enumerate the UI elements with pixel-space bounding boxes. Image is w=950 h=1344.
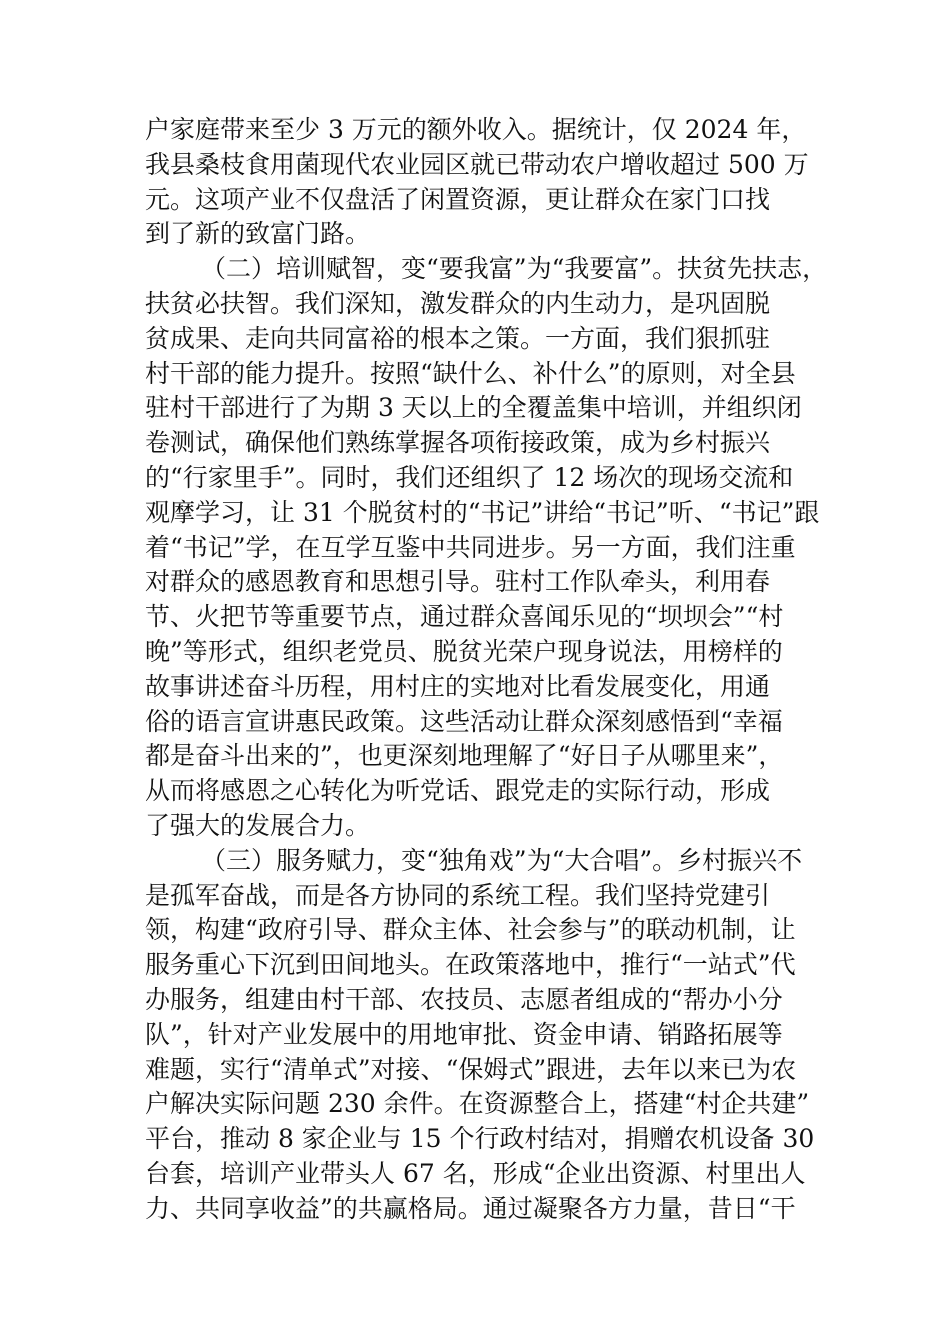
text-line: 办服务，组建由村干部、农技员、志愿者组成的“帮办小分 <box>145 984 783 1014</box>
text-line: 从而将感恩之心转化为听党话、跟党走的实际行动，形成 <box>145 776 771 806</box>
section-heading-line: （三）服务赋力，变“独角戏”为“大合唱”。乡村振兴不 <box>201 845 803 875</box>
text-line: 都是奋斗出来的”，也更深刻地理解了“好日子从哪里来”， <box>145 741 784 771</box>
text-line: 着“书记”学，在互学互鉴中共同进步。另一方面，我们注重 <box>145 532 796 562</box>
text-line: 驻村干部进行了为期 3 天以上的全覆盖集中培训，并组织闭 <box>145 393 802 423</box>
text-line: 对群众的感恩教育和思想引导。驻村工作队牵头，利用春 <box>145 567 771 597</box>
text-line: 故事讲述奋斗历程，用村庄的实地对比看发展变化，用通 <box>145 671 771 701</box>
text-line: 到了新的致富门路。 <box>145 219 371 249</box>
text-line: 台套，培训产业带头人 67 名，形成“企业出资源、村里出人 <box>145 1158 806 1188</box>
text-line: 队”，针对产业发展中的用地审批、资金申请、销路拓展等 <box>145 1019 783 1049</box>
document-body <box>145 113 828 1227</box>
text-line: 服务重心下沉到田间地头。在政策落地中，推行“一站式”代 <box>145 950 796 980</box>
text-line: 我县桑枝食用菌现代农业园区就已带动农户增收超过 500 万 <box>145 149 809 179</box>
text-line: 观摩学习，让 31 个脱贫村的“书记”讲给“书记”听、“书记”跟 <box>145 497 820 527</box>
text-line: 户解决实际问题 230 余件。在资源整合上，搭建“村企共建” <box>145 1089 810 1119</box>
text-line: 难题，实行“清单式”对接、“保姆式”跟进，去年以来已为农 <box>145 1054 797 1084</box>
text-line: 的“行家里手”。同时，我们还组织了 12 场次的现场交流和 <box>145 462 794 492</box>
text-line: 俗的语言宣讲惠民政策。这些活动让群众深刻感悟到“幸福 <box>145 706 783 736</box>
section-heading-line: （二）培训赋智，变“要我富”为“我要富”。扶贫先扶志， <box>201 254 828 284</box>
text-line: 卷测试，确保他们熟练掌握各项衔接政策，成为乡村振兴 <box>145 428 771 458</box>
text-line: 元。这项产业不仅盘活了闲置资源，更让群众在家门口找 <box>145 184 771 214</box>
text-line: 户家庭带来至少 3 万元的额外收入。据统计，仅 2024 年， <box>145 115 807 144</box>
text-line: 是孤军奋战，而是各方协同的系统工程。我们坚持党建引 <box>145 880 771 910</box>
text-line: 力、共同享收益”的共赢格局。通过凝聚各方力量，昔日“干 <box>145 1193 796 1223</box>
text-line: 晚”等形式，组织老党员、脱贫光荣户现身说法，用榜样的 <box>145 636 783 666</box>
text-line: 村干部的能力提升。按照“缺什么、补什么”的原则，对全县 <box>145 358 796 388</box>
text-line: 了强大的发展合力。 <box>145 810 371 840</box>
text-line: 平台，推动 8 家企业与 15 个行政村结对，捐赠农机设备 30 <box>145 1124 815 1154</box>
text-line: 节、火把节等重要节点，通过群众喜闻乐见的“坝坝会”“村 <box>145 602 784 632</box>
text-line: 扶贫必扶智。我们深知，激发群众的内生动力，是巩固脱 <box>145 288 771 318</box>
text-line: 领，构建“政府引导、群众主体、社会参与”的联动机制，让 <box>145 915 796 945</box>
text-line: 贫成果、走向共同富裕的根本之策。一方面，我们狠抓驻 <box>145 323 771 353</box>
